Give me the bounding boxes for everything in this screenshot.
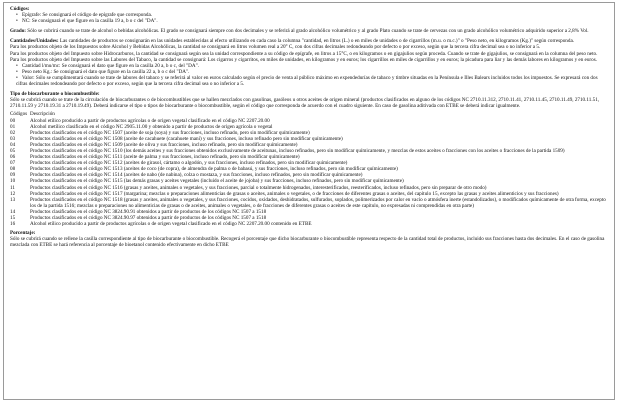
tipo-text: Sólo se cubrirá cuando se trate de la circulación de biocarburantes o de biocombustibles que se hallen mezclados con gasolinas, gasóleos u otros aceites de origen mineral (productos clasificados en alguno de los códigos NC 2710.11.312, 2710.11.41, 2710.11.45, 2710.11.49, 2710.11.51, 2710.11.59 y 2710.19.31 a 2710.19.49). Deberá indicarse el tipo o tipos de biocarburante o biocombustible, según el código que corresponda de acuerdo con el cuadro siguiente. En caso de gasolina aditivada con ETBE se deberá indicar igualmente. — [10, 97, 600, 110]
row-code: 14 — [10, 208, 16, 215]
row-code: 15 — [10, 215, 16, 221]
row-description: Productos clasificados en el código NC 3824.90.97 obtenidos a partir de productos de los códigos NC 1507 a 1518 — [30, 215, 267, 221]
bullet-label: Peso neto Kg.: — [22, 68, 53, 75]
bullet-icon: • — [16, 68, 18, 75]
cantidades-heading: Cantidades/Unidades: — [10, 38, 59, 45]
row-description: Productos clasificados en el código NC 1507 (aceite de soja (soya) y sus fracciones, incluso refinado, pero sin modificar químicamente) — [30, 129, 310, 136]
row-code: 09 — [10, 172, 16, 179]
bullet-icon: • — [16, 12, 18, 19]
table-row — [10, 221, 608, 227]
grado-paragraph — [10, 28, 608, 34]
bullet-text: Se consignará el dato que figure en la casilla 22 a, b o c del "DA". — [53, 68, 190, 75]
instructions-document — [3, 2, 615, 400]
row-code: 07 — [10, 160, 16, 167]
row-description: Productos clasificados en el código NC 3824.90.91 obtenidos a partir de productos de los códigos NC 1507 a 1518 — [30, 208, 267, 215]
table-row — [10, 197, 608, 209]
bullet-icon: • — [16, 62, 18, 69]
cantidades-p2: Para los productos objeto de los Impuestos sobre Alcohol y Bebidas Alcohólicas, la cantidad se consignará en litros volumen real a 20° C, con dos cifras decimales redondeando por defecto o por exceso, según que la tercera cifra decimal sea o no inferior a 5. — [10, 44, 541, 51]
cantidades-p3: Para los productos objeto del Impuesto sobre Hidrocarburos, la cantidad se consignará según sea la unidad correspondiente a su código de epígrafe, en litros a 15°C, o en kilogramos o en gigajulios según proceda. Cuando se trate de gigajulios, se consignará en la columna del peso neto. — [10, 50, 598, 57]
description-column-header: Descripción — [30, 111, 55, 118]
bullet-text: Sólo se cumplimentará cuando se trate de labores del tabaco y se referirá al valor en euros calculado según el precio de venta al público máximo en expendedurías de tabaco y timbre situadas en la Península e Illes Balears incluidos todos los impuestos. Se expresará con dos cifras decimales redondeando por defecto o por exceso, según que la tercera cifra decimal sea o no inferior a 5. — [16, 74, 598, 88]
tipo-heading: Tipo de biocarburante o biocombustible: — [10, 91, 100, 98]
bullet-text: Se consignará el código de epígrafe que corresponda. — [42, 12, 153, 19]
bullet-text: Se consignará el dato que figure en la casilla 20 a, b o c, del "DA". — [61, 62, 199, 69]
bullet-label: Epígrafe: — [22, 12, 42, 19]
row-description: Productos clasificados en el código NC 1511 (aceite de palma y sus fracciones, incluso refinado, pero sin modificar químicamente) — [30, 154, 300, 161]
row-description: Productos clasificados en el código NC 1510 (los demás aceites y sus fracciones obtenidos exclusivamente de aceitunas, incluso refinados, pero sin modificar químicamente, y mezclas de estos aceites o fracciones con los aceites o fracciones de la partida 1509) — [30, 147, 565, 154]
codes-column-header: Códigos — [10, 111, 28, 118]
grado-heading: Grado: — [10, 28, 26, 35]
row-description: Productos clasificados en el código NC 1518 (grasas y aceites, animales o vegetales, y sus fracciones, cocidos, oxidados, deshidratados, sulfurados, soplados, polimerizados por calor en vacío o atmósfera inerte (estandolizados), o modificados químicamente de otra forma, excepto los de la partida 1516; mezclas o preparaciones no alimenticias de grasas o de aceites, animales o vegetales, o de fracciones de diferentes grasas o aceites de este capítulo, no expresadas ni comprendidas en otra parte) — [30, 196, 606, 209]
row-code: 06 — [10, 154, 16, 161]
cantidades-p4: Para los productos objeto del Impuesto sobre las Labores del Tabaco, la cantidad se consignará: Los cigarros y cigarritos, en miles de unidades, en kilogramos y en euros; los cigarrillos en miles de cigarrillos y en euros; la picadura para liar y las demás labores en kilogramos y en euros. — [10, 56, 597, 63]
row-code: 02 — [10, 129, 16, 136]
row-description: Productos clasificados en el código NC 1508 (aceite de cacahuete (cacahuete maní) y sus fracciones, incluso refinado pero sin modificar químicamente) — [30, 135, 343, 142]
bullet-text: Se consignará el que figure en la casilla 19 a, b o c del "DA". — [31, 18, 158, 25]
row-code: 13 — [10, 196, 16, 203]
grado-text: Sólo se cubrirá cuando se trate de alcohol o bebidas alcohólicas. El grado se consignará siempre con dos decimales y se referirá al grado alcohólico volumétrico y al grado Plato cuando se trate de cervezas con un grado alcohólico volumétrico adquirido superior a 2,8% Vol. — [27, 28, 589, 35]
row-code: 01 — [10, 123, 16, 130]
porcentaje-text: Sólo se cubrirá cuando se rellene la casilla correspondiente al tipo de biocarburante o biocombustible. Recogerá el porcentaje que dicho biocarburante o biocombustible representa respecto de la cantidad total de productos, incluido sus fracciones hasta dos decimales. En el caso de gasolina mezclada con ETBE se hará referencia al porcentaje de bioetanol contenido efectivamente en dicho ETBE — [10, 236, 605, 249]
bullet-label: Cantidad l/mu/mc: — [22, 62, 61, 69]
row-description: Alcohol metílico clasificado en el código NC 2905.11.00 y obtenido a partir de productos de origen agrícola o vegetal — [30, 123, 273, 130]
bullet-icon: • — [16, 74, 18, 81]
row-code: 11 — [10, 184, 15, 191]
row-description: Productos clasificados en el código NC 1516 (grasas y aceites, animales o vegetales, y sus fracciones, parcial o totalmente hidrogenados, interesterificados, reesterificados, incluso refinados, pero sin preparar de otro modo) — [30, 184, 487, 191]
row-code: 08 — [10, 166, 16, 173]
row-code: 12 — [10, 190, 16, 197]
row-description: Productos clasificados en el código NC 1513 (aceites de coco (de copra), de almendra de palma o de babasú, y sus fracciones, incluso refinados, pero sin modificar químicamente) — [30, 166, 398, 173]
porcentaje-heading: Porcentaje: — [10, 230, 36, 237]
row-code: 05 — [10, 147, 16, 154]
bullet-icon: • — [16, 18, 18, 25]
row-description: Productos clasificados en el código NC 1517 (margarina; mezclas o preparaciones alimenticias de grasas o aceites, animales o vegetales, o de fracciones de diferentes grasas o aceites, del capítulo 15, excepto las grasas y aceites alimenticios y sus fracciones) — [30, 190, 559, 197]
row-description: Productos clasificados en el código NC 1514 (aceites de nabo (de nabina), colza o mostaza, y sus fracciones, incluso refinados, pero sin modificar químicamente) — [30, 172, 363, 179]
row-code: 10 — [10, 178, 16, 185]
row-description: Alcohol etílico producido a partir de productos agrícolas o de origen vegetal clasificado en el código NC 2207.20.00 contenido en ETBE — [30, 221, 312, 228]
bullet-label: NC: — [22, 18, 31, 25]
row-description: Productos clasificados en el código NC 1512 (aceites de girasol, cártamo o algodón, y sus fracciones, incluso refinados, pero sin modificar químicamente) — [30, 160, 348, 167]
codes-table — [10, 118, 608, 228]
row-description: Productos clasificados en el código NC 1509 (aceite de oliva y sus fracciones, incluso refinado, pero sin modificar químicamente) — [30, 141, 298, 148]
row-description: Alcohol etílico producido a partir de productos agrícolas o de origen vegetal clasificado en el código NC 2207.20.00 — [30, 117, 270, 124]
cantidades-bullet-valor — [10, 75, 608, 87]
row-description: Productos clasificados en el código NC 1515 (las demás grasas y aceites vegetales (incluido el aceite de jojoba) y sus fracciones, incluso refinados, pero sin modificar químicamente) — [30, 178, 404, 185]
row-code: 00 — [10, 117, 16, 124]
row-code: 16 — [10, 221, 16, 228]
bullet-label: Valor: — [22, 74, 35, 81]
row-code: 04 — [10, 141, 16, 148]
codigos-heading: Códigos: — [10, 6, 30, 12]
row-code: 03 — [10, 135, 16, 142]
cantidades-p1: Las cantidades de productos se consignarán en las unidades establecidas al efecto utilizando en cada caso la columna "cantidad, en litros (L.) o en miles de unidades o de cigarrillos (m.u. o m.c.)" o "Peso neto, en kilogramos (Kg.)" según corresponda. — [59, 38, 575, 45]
